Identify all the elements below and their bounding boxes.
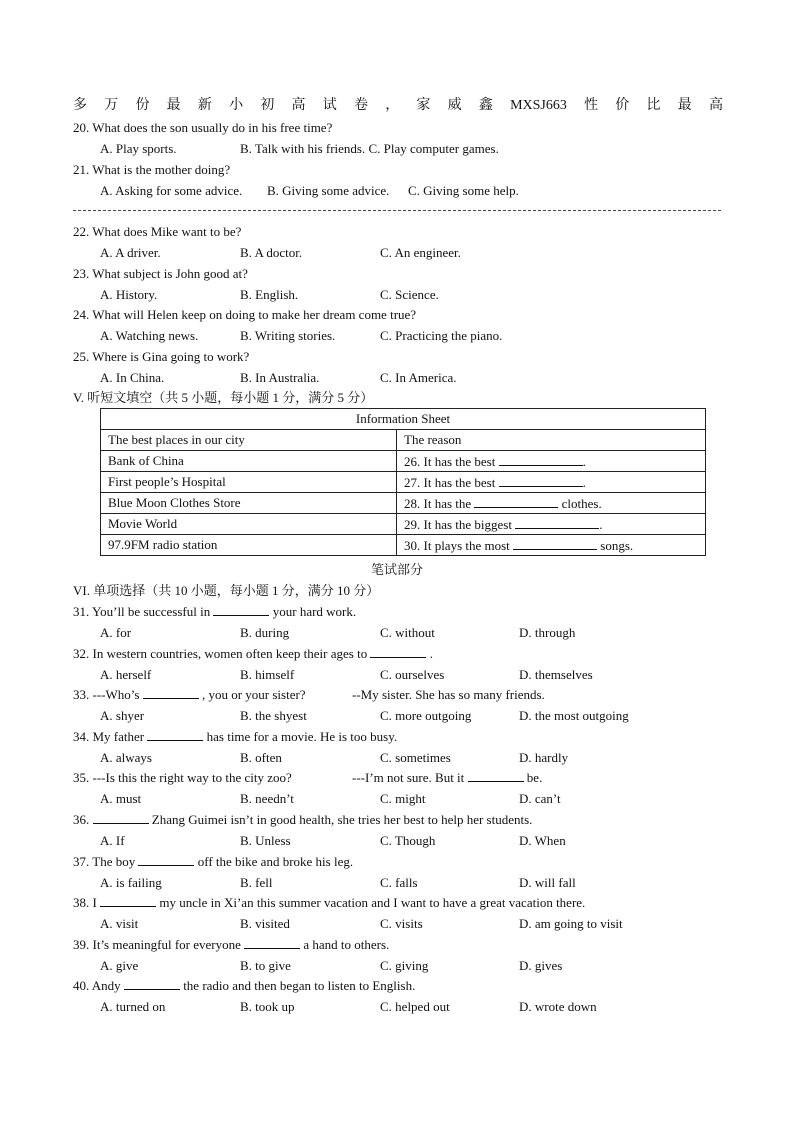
option: B. Talk with his friends. C. Play computer games. — [240, 141, 499, 156]
table-header-places: The best places in our city — [101, 430, 397, 451]
option[interactable]: C. sometimes — [380, 749, 451, 765]
option[interactable]: D. wrote down — [519, 999, 597, 1015]
option[interactable]: D. through — [519, 625, 576, 640]
option[interactable]: A. is failing — [100, 874, 162, 890]
question-39: 39. It’s meaningful for everyone a hand to others. — [73, 936, 390, 952]
header-char: 比 — [646, 98, 661, 113]
header-char: MXSJ663 — [510, 98, 567, 113]
option[interactable]: C. Though — [380, 833, 436, 848]
option: B. English. — [240, 287, 299, 302]
header-char: 最 — [677, 98, 692, 113]
question-31: 31. You’ll be successful in your hard work. — [73, 604, 357, 619]
question-text: Andy — [91, 978, 121, 994]
header-char: 鑫 — [478, 98, 493, 113]
option: B. In Australia. — [240, 370, 320, 385]
option[interactable]: A. for — [100, 625, 132, 640]
option[interactable]: A. turned on — [100, 999, 166, 1015]
header-char: 性 — [584, 98, 599, 113]
header-char: 高 — [291, 98, 306, 113]
table-row: Movie World 29. It has the biggest . — [101, 514, 706, 535]
option[interactable]: B. during — [240, 625, 290, 640]
option[interactable]: B. visited — [240, 916, 290, 932]
header-char: 价 — [615, 98, 630, 113]
answer-blank[interactable] — [244, 936, 300, 949]
written-part-label: 笔试部分 — [370, 562, 423, 577]
information-sheet-table — [100, 408, 706, 556]
question-40: 40. Andy the radio and then began to listen to English. — [73, 978, 416, 994]
option[interactable]: C. might — [380, 791, 426, 807]
header-char: 高 — [708, 98, 723, 113]
header-char: 份 — [135, 98, 150, 113]
header-char: ， — [385, 98, 400, 113]
question-text: What does Mike want to be? — [92, 224, 242, 239]
option[interactable]: A. shyer — [100, 708, 145, 724]
option[interactable]: D. themselves — [519, 666, 593, 682]
option[interactable]: A. If — [100, 833, 125, 848]
question-text: In western countries, women often keep their ages to — [92, 645, 368, 661]
option: A. Play sports. — [100, 141, 177, 156]
question-text: has time for a movie. He is too busy. — [206, 728, 398, 744]
answer-blank[interactable] — [515, 516, 599, 529]
header-char: 威 — [447, 98, 462, 113]
option[interactable]: B. himself — [240, 666, 295, 682]
question-text: Zhang Guimei isn’t in good health, she tries her best to help her students. — [151, 812, 533, 827]
question-text: The boy — [92, 853, 136, 869]
question-text: What will Helen keep on doing to make her dream come true? — [92, 307, 417, 322]
option: C. Giving some help. — [408, 183, 519, 198]
dashed-divider — [73, 210, 721, 211]
answer-blank[interactable] — [468, 769, 524, 782]
question-22: 22. What does Mike want to be? — [73, 224, 242, 239]
option: B. Writing stories. — [240, 328, 336, 343]
option: C. Practicing the piano. — [380, 328, 503, 343]
option: C. In America. — [380, 370, 457, 385]
question-text: off the bike and broke his leg. — [197, 853, 354, 869]
option[interactable]: B. needn’t — [240, 791, 294, 807]
table-caption: Information Sheet — [101, 409, 706, 430]
question-text: It’s meaningful for everyone — [92, 936, 241, 952]
question-text: What does the son usually do in his free time? — [92, 120, 333, 135]
option[interactable]: C. helped out — [380, 999, 450, 1015]
header-char: 卷 — [353, 98, 368, 113]
answer-blank[interactable] — [499, 474, 583, 487]
option[interactable]: D. am going to visit — [519, 916, 623, 932]
answer-blank[interactable] — [474, 495, 558, 508]
question-text: My father — [92, 728, 145, 744]
header-char: 试 — [322, 98, 337, 113]
option[interactable]: A. always — [100, 749, 152, 765]
option[interactable]: C. ourselves — [380, 666, 445, 682]
question-38: 38. I my uncle in Xi’an this summer vacation and I want to have a great vacation there. — [73, 895, 586, 911]
option[interactable]: C. falls — [380, 874, 418, 890]
table-row: 97.9FM radio station 30. It plays the most songs. — [101, 535, 706, 556]
question-23: 23. What subject is John good at? — [73, 266, 248, 281]
header-char: 新 — [197, 98, 212, 113]
question-text: Where is Gina going to work? — [92, 349, 250, 364]
option[interactable]: D. will fall — [519, 874, 576, 890]
answer-blank[interactable] — [100, 894, 156, 907]
option[interactable]: B. took up — [240, 999, 295, 1015]
question-text: You’ll be successful in — [92, 604, 211, 619]
option: A. A driver. — [100, 245, 161, 260]
question-35: 35. ---Is this the right way to the city zoo? — [73, 770, 292, 786]
option[interactable]: A. herself — [100, 666, 152, 682]
option[interactable]: B. fell — [240, 874, 273, 890]
question-text: I — [92, 895, 97, 911]
table-row: First people’s Hospital 27. It has the best . — [101, 472, 706, 493]
table-header-reason: The reason — [397, 430, 706, 451]
option[interactable]: B. the shyest — [240, 708, 307, 724]
option[interactable]: D. When — [519, 833, 566, 848]
question-text: What subject is John good at? — [92, 266, 248, 281]
dialogue-reply: ---I’m not sure. But it be. — [352, 770, 543, 786]
answer-blank[interactable] — [124, 977, 180, 990]
option[interactable]: A. must — [100, 791, 142, 807]
option[interactable]: D. hardly — [519, 749, 569, 765]
question-text: , you or your sister? — [201, 687, 306, 703]
option[interactable]: A. give — [100, 957, 139, 973]
question-text: your hard work. — [272, 604, 357, 619]
section-6-title: VI. 单项选择（共 10 小题，每小题 1 分，满分 10 分） — [73, 583, 380, 598]
question-21: 21. What is the mother doing? — [73, 162, 231, 177]
option[interactable]: B. often — [240, 749, 282, 765]
option: A. Watching news. — [100, 328, 199, 343]
header-char: 小 — [229, 98, 244, 113]
question-text: . — [429, 645, 433, 661]
question-text: a hand to others. — [303, 936, 390, 952]
option: C. An engineer. — [380, 245, 461, 260]
question-33: 33. ---Who’s , you or your sister? — [73, 687, 306, 703]
option[interactable]: C. without — [380, 625, 435, 640]
question-37: 37. The boy off the bike and broke his leg. — [73, 853, 354, 869]
option: A. Asking for some advice. — [100, 183, 243, 198]
answer-blank[interactable] — [143, 686, 199, 699]
option: B. A doctor. — [240, 245, 303, 260]
option: A. History. — [100, 287, 158, 302]
answer-blank[interactable] — [147, 728, 203, 741]
question-32: 32. In western countries, women often keep their ages to . — [73, 645, 433, 661]
header-char: 初 — [260, 98, 275, 113]
question-text: ---Who’s — [92, 687, 140, 703]
question-text: my uncle in Xi’an this summer vacation and I want to have a great vacation there. — [159, 895, 586, 911]
section-5-title: V. 听短文填空（共 5 小题，每小题 1 分，满分 5 分） — [73, 390, 374, 405]
answer-blank[interactable] — [499, 453, 583, 466]
page-header — [73, 97, 723, 115]
header-char: 家 — [416, 98, 431, 113]
header-char: 多 — [73, 98, 87, 113]
option[interactable]: B. to give — [240, 957, 291, 973]
question-36: 36. Zhang Guimei isn’t in good health, she tries her best to help her students. — [73, 812, 533, 827]
answer-blank[interactable] — [513, 537, 597, 550]
header-char: 最 — [166, 98, 181, 113]
option[interactable]: B. Unless — [240, 833, 291, 848]
question-34: 34. My father has time for a movie. He is too busy. — [73, 728, 398, 744]
table-row: Blue Moon Clothes Store 28. It has the clothes. — [101, 493, 706, 514]
option[interactable]: C. visits — [380, 916, 423, 932]
question-text: ---Is this the right way to the city zoo? — [92, 770, 292, 786]
option[interactable]: D. the most outgoing — [519, 708, 629, 724]
answer-blank[interactable] — [370, 645, 426, 658]
answer-blank[interactable] — [93, 811, 149, 824]
option[interactable]: C. more outgoing — [380, 708, 472, 724]
question-24: 24. What will Helen keep on doing to make her dream come true? — [73, 307, 417, 322]
option: A. In China. — [100, 370, 165, 385]
option: C. Science. — [380, 287, 439, 302]
question-text: the radio and then began to listen to English. — [183, 978, 416, 994]
question-text: What is the mother doing? — [92, 162, 231, 177]
option: B. Giving some advice. — [267, 183, 390, 198]
option[interactable]: A. visit — [100, 916, 139, 932]
table-row: Bank of China 26. It has the best . — [101, 451, 706, 472]
question-20: 20. What does the son usually do in his free time? — [73, 120, 333, 135]
answer-blank[interactable] — [138, 853, 194, 866]
dialogue-reply: --My sister. She has so many friends. — [352, 687, 545, 703]
answer-blank[interactable] — [213, 603, 269, 616]
question-25: 25. Where is Gina going to work? — [73, 349, 250, 364]
option[interactable]: D. gives — [519, 957, 563, 973]
option[interactable]: D. can’t — [519, 791, 561, 807]
option[interactable]: C. giving — [380, 957, 429, 973]
header-char: 万 — [104, 98, 119, 113]
